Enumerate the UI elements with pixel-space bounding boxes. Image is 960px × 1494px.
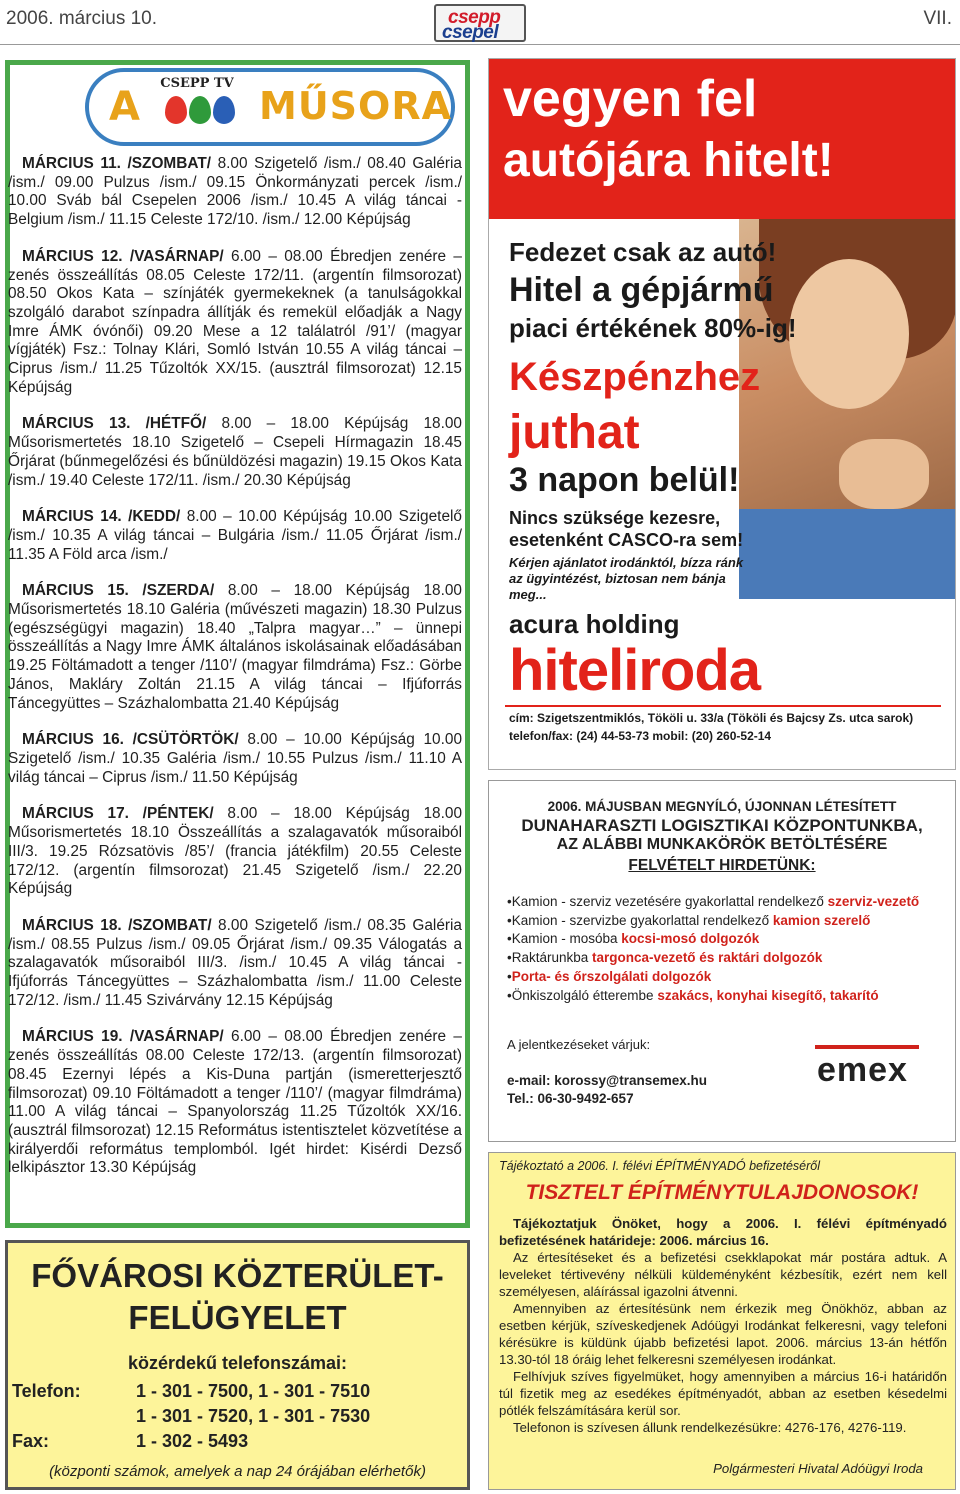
tax-title: TISZTELT ÉPÍTMÉNYTULAJDONOSOK! [525,1181,919,1204]
schedule-day [8,731,462,787]
ad-fedezet: Fedezet csak az autó! [509,237,777,267]
ad-headline-2: autójára hitelt! [503,134,834,187]
job-item: • Porta- és őrszolgálati dolgozók [507,968,919,987]
phone-numbers-2: 1 - 301 - 7520, 1 - 301 - 7530 [136,1406,371,1426]
tax-body [499,1215,947,1436]
ad-nincs [509,507,749,551]
tax-paragraph: Az értesítéseket és a befizetési csekklapokat már postára adtuk. A leveleket tértivevény nélküli küldeményként kézbesítik, ezért nem kell személyesen, aláírással igazolni átvenni. [499,1250,947,1299]
job-item: • Raktárunkba targonca-vezető és raktári dolgozók [507,949,919,968]
job-item: • Kamion - szervizbe gyakorlattal rendelkező kamion szerelő [507,912,919,931]
day-programs: 8.00 – 18.00 Képújság 18.00 Műsorismertetés 18.10 Összeállítás a szalagavatók műsoraiból III/3. 19.25 Rózsatövis /85’/ (francia játékfilm) 20.55 Celeste 172/12. (argentín filmsorozat) 21.45 Szigetelő /ism./ 22.20 Képújság [8,805,462,898]
tax-notice [488,1152,956,1490]
ad-kerjen-2: az ügyintézést, biztosan nem bánja meg... [509,571,726,602]
ad-phones: telefon/fax: (24) 44-53-73 mobil: (20) 260-52-14 [509,729,772,743]
tv-schedule-text [8,155,462,1196]
ad-piaci: piaci értékének 80%-ig! [509,313,797,343]
schedule-day [8,917,462,1011]
ad-kerjen [509,555,759,603]
tax-lead: Tájékoztató a 2006. I. félévi ÉPÍTMÉNYADÓ befizetéséről [499,1159,820,1173]
day-programs: 6.00 – 08.00 Ébredjen zenére – zenés összeállítás 08.05 Celeste 172/11. (argentín filmsorozat) 08.50 Okos Kata – színjáték gyermekeknek (a tanulságokkal szolgáló darabot színpadra állítják és remekül előadják a Nagy Imre ÁMK óvónői) 09.20 Mese a 12 találatról /91’/ (magyar vígjáték) Fsz.: Tolnay Klári, Somló István 10.55 A világ táncai – Ciprus /ism./ 11.25 Tűzoltók XX/15. (ausztrál filmsorozat) 12.15 Képújság [8,247,462,396]
ad-juthat: juthat [509,406,640,459]
banner-a: A [109,84,140,130]
day-heading: MÁRCIUS 12. /VASÁRNAP/ [22,247,224,265]
kozterulet-title-line1: FŐVÁROSI KÖZTERÜLET- [31,1257,444,1294]
ad-headline-1: vegyen fel [503,70,758,128]
job-ad-heading-2: DUNAHARASZTI LOGISZTIKAI KÖZPONTUNKBA, [521,816,923,835]
schedule-day [8,415,462,490]
job-item: • Kamion - mosóba kocsi-mosó dolgozók [507,930,919,949]
tax-paragraph: Telefonon is szívesen állunk rendelkezésükre: 4276-176, 4276-119. [513,1420,907,1435]
job-list [507,893,919,1005]
job-ad-tel: Tel.: 06-30-9492-657 [507,1091,634,1106]
schedule-day [8,1028,462,1178]
emex-job-ad [488,780,956,1142]
ad-nincs-2: esetenként CASCO-ra sem! [509,530,744,550]
job-item: • Kamion - szerviz vezetésére gyakorlattal rendelkező szerviz-vezető [507,893,919,912]
ad-company: acura holding [509,609,680,639]
header-divider [0,44,960,45]
day-heading: MÁRCIUS 19. /VASÁRNAP/ [22,1028,224,1046]
tv-schedule-banner [85,68,455,146]
schedule-day [8,155,462,230]
day-heading: MÁRCIUS 16. /CSÜTÖRTÖK/ [22,731,239,749]
banner-musora: MŰSORA [259,84,453,128]
day-heading: MÁRCIUS 18. /SZOMBAT/ [22,916,212,934]
ad-hitel: Hitel a gépjármű [509,271,774,309]
fax-number: 1 - 302 - 5493 [136,1431,249,1451]
ad-address: cím: Szigetszentmiklós, Tököli u. 33/a (Tököli és Bajcsy Zs. utca sarok) [509,711,914,725]
kozterulet-title [8,1255,467,1339]
day-programs: 8.00 – 10.00 Képújság 10.00 Szigetelő /ism./ 10.35 Galéria /ism./ 10.55 Pulzus /ism./ 11.10 A világ táncai – Ciprus /ism./ 11.50 Képújság [8,731,462,786]
phone-numbers-1: 1 - 301 - 7500, 1 - 301 - 7510 [136,1381,371,1401]
day-programs: 6.00 – 08.00 Ébredjen zenére – zenés összeállítás 08.00 Celeste 172/13. (argentín filmsorozat) 08.45 Ezernyi lépés a Kis-Duna partján (ismeretterjesztő filmsorozat) 09.10 Föltámadott a tenger /110’/ (magyar filmdráma) 11.00 A világ táncai – Spanyolország 11.25 Tűzoltók XX/16. (ausztrál filmsorozat) 12.15 Református istentisztelet közvetítése a királyerdői református templomból. Igét hirdet: Kisérdi Dezső lelkipásztor 13.30 Képújság [8,1028,462,1177]
job-ad-email: e-mail: korossy@transemex.hu [507,1073,707,1088]
ad-divider [505,705,941,707]
job-item: • Önkiszolgáló étterembe szakács, konyhai kisegítő, takarító [507,987,919,1006]
schedule-day [8,508,462,564]
tax-paragraph: Felhívjuk szíves figyelmüket, hogy amennyiben a március 16-i határidőn túl fizetik meg az esedékes építményadót, abban az esetben késedelmi pótlék felszámítására kerül sor. [499,1369,947,1418]
job-ad-heading-4: FELVÉTELT HIRDETÜNK: [628,857,816,874]
schedule-day [8,248,462,398]
csepp-tv-name: CSEPP TV [160,76,234,91]
logo-bottom: csepel [442,22,499,43]
kozterulet-title-line2: FELÜGYELET [128,1299,347,1336]
tax-paragraph: Amennyiben az értesítésünk nem érkezik meg Önökhöz, abban az esetben kérjük, szíveskedjenek Adóügyi Irodánkat felkeresni, vagy telefoni kérésükre is küldünk újabb befizetési lapot. 2006. március 13-án hétfőn 13.30-tól 18 óráig lehet felkeresni személyesen irodánkat. [499,1301,947,1367]
job-ad-wait: A jelentkezéseket várjuk: [507,1037,651,1052]
ad-kerjen-1: Kérjen ajánlatot irodánktól, bízza ránk [509,555,744,570]
ad-nincs-1: Nincs szüksége kezesre, [509,508,721,528]
csepp-tv-logo [147,76,247,142]
day-heading: MÁRCIUS 17. /PÉNTEK/ [22,805,214,823]
tax-intro: Tájékoztatjuk Önöket, hogy a 2006. I. félévi építményadó befizetésének határideje: 2006. március 16. [499,1216,947,1248]
day-heading: MÁRCIUS 15. /SZERDA/ [22,582,215,600]
ad-brand: hiteliroda [509,638,761,703]
day-heading: MÁRCIUS 13. /HÉTFŐ/ [22,415,207,433]
ad-keszpenz: Készpénzhez [509,355,761,399]
emex-logo: emex [815,1045,919,1089]
job-ad-heading-1: 2006. MÁJUSBAN MEGNYÍLÓ, ÚJONNAN LÉTESÍTETT [547,799,897,814]
kozterulet-note: (központi számok, amelyek a nap 24 órájában elérhetők) [49,1463,426,1480]
day-heading: MÁRCIUS 11. /SZOMBAT/ [22,155,211,172]
schedule-day [8,805,462,899]
kozterulet-felugyelet-box [5,1240,470,1490]
page-header [0,0,960,44]
ad-headline-band [489,59,956,219]
day-programs: 8.00 – 10.00 Képújság 10.00 Szigetelő /ism./ 10.35 A világ táncai – Bulgária /ism./ 11.05 Őrjárat /ism./ 11.35 A Föld arca /ism./ [8,508,462,563]
ad-harom-nap: 3 napon belül! [509,461,740,499]
schedule-day [8,582,462,713]
phone-label: Telefon: [12,1381,81,1401]
day-heading: MÁRCIUS 14. /KEDD/ [22,508,181,526]
car-loan-ad [488,58,956,770]
day-programs: 8.00 – 18.00 Képújság 18.00 Műsorismertetés 18.10 Szigetelő – Csepeli Hírmagazin 18.45 Őrjárat (bűnmegelőzési és bűnüldözési magazin) 19.15 Okos Kata /ism./ 19.40 Celeste 172/11. /ism./ 20.30 Képújság [8,415,462,489]
kozterulet-subtitle: közérdekű telefonszámai: [127,1353,348,1373]
page-number: VII. [923,8,952,29]
fax-label: Fax: [12,1431,50,1451]
day-programs: 8.00 Szigetelő /ism./ 08.40 Galéria /ism./ 09.00 Pulzus /ism./ 09.15 Önkormányzati percek /ism./ 10.00 Sváb bál Csepelen 2006 /ism./ 10.45 A világ táncai - Belgium /ism./ 11.15 Celeste 172/10. /ism./ 12.00 Képújság [8,155,462,229]
day-programs: 8.00 Szigetelő /ism./ 08.35 Galéria /ism./ 08.55 Pulzus /ism./ 09.05 Őrjárat /ism./ 09.35 Válogatás a szalagavatók műsoraiból III/3. /ism./ 10.45 A világ táncai - Ifjúforrás Táncegyüttes – Százhalombatta /ism./ 11.00 Celeste 172/12. /ism./ 11.45 Szivárvány 12.15 Képújság [8,916,462,1009]
newspaper-logo [434,4,526,42]
tax-signature: Polgármesteri Hivatal Adóügyi Iroda [713,1461,923,1476]
logo-top: csepp [448,7,501,28]
issue-date: 2006. március 10. [6,8,158,29]
day-programs: 8.00 – 18.00 Képújság 18.00 Műsorismertetés 18.10 Galéria (művészeti magazin) 18.30 Pulzus (egészségügyi magazin) 18.40 „Talpra magyar…” – ünnepi összeállítás a Nagy Imre ÁMK általános iskolásainak előadásában 19.25 Föltámadott a tenger /110’/ (magyar filmdráma) Fsz.: Görbe János, Makláry Zoltán 21.15 A világ táncai – Ifjúforrás Táncegyüttes – Százhalombatta 21.40 Képújság [8,582,462,712]
job-ad-heading-3: AZ ALÁBBI MUNKAKÖRÖK BETÖLTÉSÉRE [556,836,888,853]
